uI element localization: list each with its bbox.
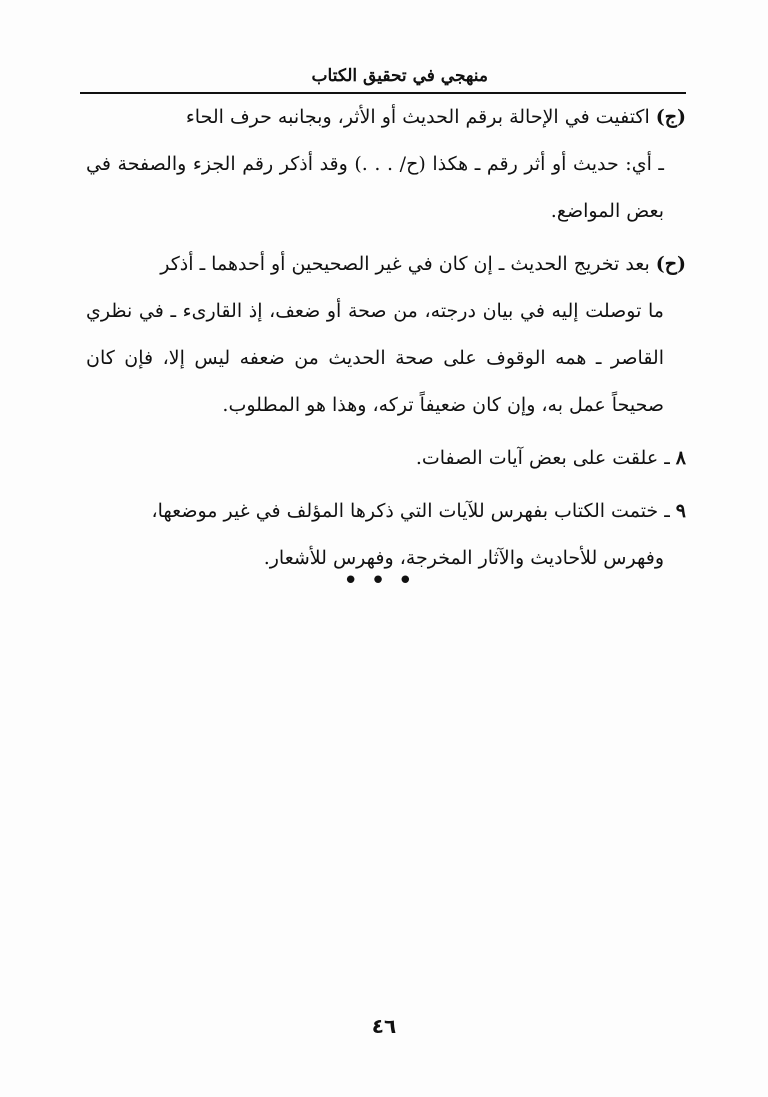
running-header — [80, 64, 686, 94]
list-item-8 — [86, 435, 686, 482]
item-first-line: بعد تخريج الحديث ـ إن كان في غير الصحيحين أو أحدهما ـ أذكر — [160, 253, 650, 275]
list-item-ha — [86, 241, 686, 429]
running-header-title: منهجي في تحقيق الكتاب — [311, 66, 488, 86]
item-continuation: ـ أي: حديث أو أثر رقم ـ هكذا (ح/ . . .) وقد أذكر رقم الجزء والصفحة في بعض المواضع. — [86, 153, 664, 222]
item-first-line: ـ علقت على بعض آيات الصفات. — [415, 447, 670, 469]
body-text — [86, 94, 686, 582]
item-marker: (ح) — [655, 253, 686, 275]
page-number: ٤٦ — [371, 1014, 397, 1038]
item-first-line: ـ ختمت الكتاب بفهرس للآيات التي ذكرها المؤلف في غير موضعها، — [151, 500, 670, 522]
item-marker: (ج) — [655, 106, 686, 128]
list-item-jim — [86, 94, 686, 235]
item-first-line: اكتفيت في الإحالة برقم الحديث أو الأثر، وبجانبه حرف الحاء — [185, 106, 650, 128]
item-continuation: وفهرس للأحاديث والآثار المخرجة، وفهرس للأشعار. — [263, 547, 664, 569]
item-marker: ٩ — [675, 500, 686, 522]
item-marker: ٨ — [675, 447, 686, 469]
section-separator: ••• — [342, 566, 425, 596]
item-continuation: ما توصلت إليه في بيان درجته، من صحة أو ضعف، إذ القارىء ـ في نظري القاصر ـ همه الوقوف على صحة الحديث من ضعفه ليس إلا، فإن كان صحيحاً عمل به، وإن كان ضعيفاً تركه، وهذا هو المطلوب. — [86, 300, 664, 416]
